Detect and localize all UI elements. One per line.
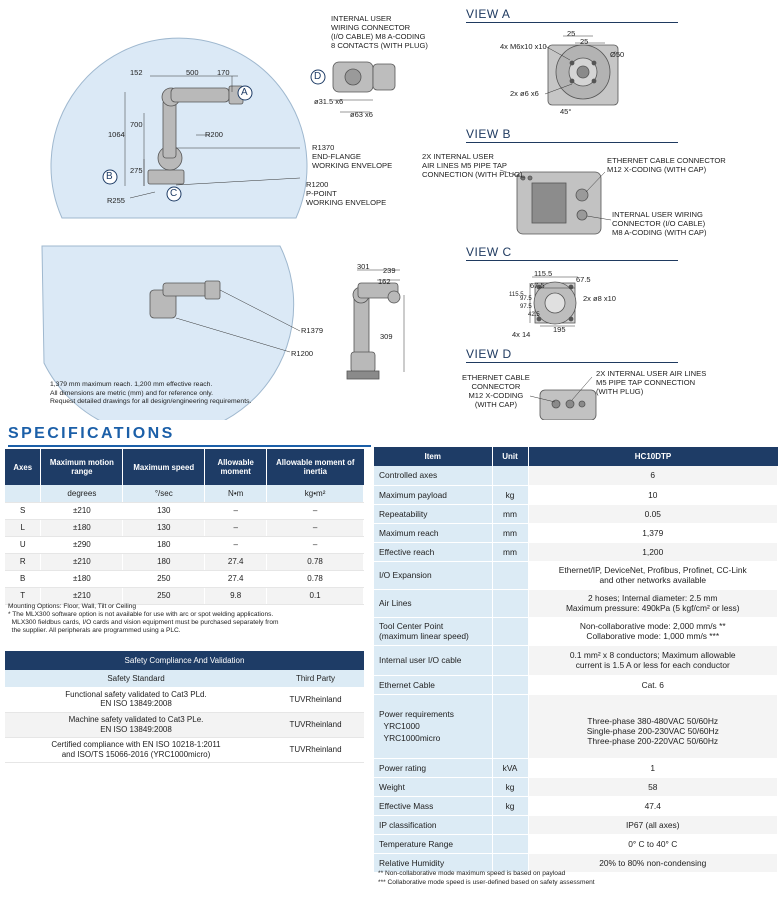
view-a-drawing: [548, 45, 618, 105]
dim-700: 700: [130, 120, 143, 129]
safety-caption: Safety Compliance And Validation: [5, 651, 364, 670]
table-row: [374, 645, 778, 675]
axes-col-axes: Axes: [5, 449, 41, 485]
safety-table: [5, 651, 364, 763]
dim-170: 170: [217, 68, 230, 77]
table-row: [374, 589, 778, 617]
table-row: [374, 561, 778, 589]
item-unit: kg: [492, 485, 528, 504]
item-unit: [492, 645, 528, 675]
dim-975b: 97.5: [520, 304, 532, 310]
item-unit: kVA: [492, 758, 528, 777]
table-row: [5, 502, 364, 519]
cell: TUVRheinland: [267, 687, 364, 712]
table-row: [374, 504, 778, 523]
axes-table: [5, 449, 364, 605]
cell: T: [5, 587, 41, 604]
item-unit: [492, 617, 528, 645]
cell: 27.4: [205, 570, 267, 587]
axes-col-inertia: Allowable moment of inertia: [267, 449, 364, 485]
axes-header-row: [5, 449, 364, 485]
cell: 9.8: [205, 587, 267, 604]
dim-25a: 25: [567, 29, 576, 38]
table-row: [374, 675, 778, 694]
dim-975: 97.5: [520, 296, 532, 302]
view-d-title: VIEW D: [466, 347, 512, 361]
dim-8: 2x ø8 x10: [583, 294, 616, 303]
item-unit: [492, 815, 528, 834]
cell: ±210: [41, 587, 123, 604]
drawing-note: 1,379 mm maximum reach. 1,200 mm effective reach. All dimensions are metric (mm) and for reference only. Request detailed drawings for all design/engineering requirements.: [50, 381, 252, 405]
dim-675b: 67.5: [530, 281, 545, 290]
item-value: IP67 (all axes): [528, 815, 778, 834]
axes-col-motion: Maximum motion range: [41, 449, 123, 485]
callout-ethernet-b: ETHERNET CABLE CONNECTOR M12 X-CODING (WITH CAP): [607, 156, 726, 174]
table-row: [374, 485, 778, 504]
item-value: 1: [528, 758, 778, 777]
item-label: Weight: [374, 777, 492, 796]
table-row: [374, 617, 778, 645]
technical-drawings: [0, 0, 783, 420]
cell: ±290: [41, 536, 123, 553]
item-value: 47.4: [528, 796, 778, 815]
table-row: [374, 694, 778, 758]
specifications-title: SPECIFICATIONS: [8, 425, 175, 442]
cell: TUVRheinland: [267, 737, 364, 762]
item-label: Tool Center Point (maximum linear speed): [374, 617, 492, 645]
cell: Certified compliance with EN ISO 10218-1:2011 and ISO/TS 15066-2016 (YRC1000micro): [5, 737, 267, 762]
cell: 250: [123, 587, 205, 604]
callout-internal-wiring: INTERNAL USER WIRING CONNECTOR (I/O CABLE) M8 A-CODING 8 CONTACTS (WITH PLUG): [331, 14, 428, 50]
item-value: Ethernet/IP, DeviceNet, Profibus, Profinet, CC-Link and other networks available: [528, 561, 778, 589]
item-value: 20% to 80% non-condensing: [528, 853, 778, 872]
item-value: 0° C to 40° C: [528, 834, 778, 853]
view-c-title: VIEW C: [466, 245, 512, 259]
table-row: [374, 466, 778, 485]
item-label: Maximum payload: [374, 485, 492, 504]
view-c-rule: [466, 260, 678, 261]
cell: –: [267, 519, 364, 536]
item-unit: [492, 466, 528, 485]
cell: 180: [123, 553, 205, 570]
dim-45: 45°: [560, 107, 572, 116]
table-row: [374, 834, 778, 853]
item-unit: [492, 561, 528, 589]
dim-1155v: 115.5: [509, 292, 524, 298]
dim-m6: 4x M6x10 x10: [500, 42, 547, 51]
item-col-unit: Unit: [492, 447, 528, 466]
cell: 27.4: [205, 553, 267, 570]
table-row: [374, 777, 778, 796]
unit-cell: [5, 485, 41, 502]
unit-cell: N•m: [205, 485, 267, 502]
dim-6: 2x ø6 x6: [510, 89, 539, 98]
callout-ethernet-d: ETHERNET CABLE CONNECTOR M12 X-CODING (WITH CAP): [462, 373, 530, 409]
view-a-title: VIEW A: [466, 7, 511, 21]
table-row: [5, 687, 364, 712]
axes-units-row: [5, 485, 364, 502]
cell: Machine safety validated to Cat3 PLe. EN ISO 13849:2008: [5, 712, 267, 737]
cell: 0.1: [267, 587, 364, 604]
dim-425: 42.5: [528, 312, 540, 318]
callout-air-lines-b: 2X INTERNAL USER AIR LINES M5 PIPE TAP CONNECTION (WITH PLUG): [422, 152, 523, 179]
cell: –: [267, 536, 364, 553]
marker-a: A: [241, 87, 248, 98]
item-unit: [492, 694, 528, 758]
dim-195: 195: [553, 325, 566, 334]
cell: 130: [123, 519, 205, 536]
dim-63: ø63 x6: [350, 110, 373, 119]
dim-1064: 1064: [108, 130, 125, 139]
item-col-model: HC10DTP: [528, 447, 778, 466]
table-row: [374, 523, 778, 542]
table-row: [5, 587, 364, 604]
view-b-title: VIEW B: [466, 127, 512, 141]
item-label: Relative Humidity: [374, 853, 492, 872]
unit-cell: degrees: [41, 485, 123, 502]
cell: –: [205, 536, 267, 553]
view-d-drawing: [540, 390, 596, 420]
table-row: [5, 553, 364, 570]
cell: –: [267, 502, 364, 519]
item-label: Ethernet Cable: [374, 675, 492, 694]
cell: ±180: [41, 519, 123, 536]
dim-152: 152: [130, 68, 143, 77]
unit-cell: °/sec: [123, 485, 205, 502]
cell: –: [205, 519, 267, 536]
dim-1155: 115.5: [534, 269, 553, 278]
unit-cell: kg•m²: [267, 485, 364, 502]
table-row: [5, 519, 364, 536]
item-value: 0.1 mm² x 8 conductors; Maximum allowable current is 1.5 A or less for each conductor: [528, 645, 778, 675]
cell: S: [5, 502, 41, 519]
cell: ±210: [41, 502, 123, 519]
cell: Functional safety validated to Cat3 PLd. EN ISO 13849:2008: [5, 687, 267, 712]
item-label: Internal user I/O cable: [374, 645, 492, 675]
view-d-rule: [466, 362, 678, 363]
cell: ±180: [41, 570, 123, 587]
cell: –: [205, 502, 267, 519]
table-row: [5, 570, 364, 587]
item-unit: mm: [492, 504, 528, 523]
cell: 250: [123, 570, 205, 587]
specifications-rule: [8, 445, 371, 447]
marker-d: D: [314, 71, 322, 82]
item-label: Effective Mass: [374, 796, 492, 815]
item-value: Three-phase 380-480VAC 50/60Hz Single-phase 200-230VAC 50/60Hz Three-phase 200-220VAC 50/60Hz: [528, 694, 778, 758]
table-row: [374, 758, 778, 777]
item-unit: mm: [492, 542, 528, 561]
dim-239: 239: [383, 266, 396, 275]
footnotes: ** Non-collaborative mode maximum speed is based on payload *** Collaborative mode speed is user-defined based on safety assessment: [378, 870, 595, 886]
view-b-drawing: [517, 172, 601, 234]
item-value: 10: [528, 485, 778, 504]
item-value: Cat. 6: [528, 675, 778, 694]
callout-wiring-b: INTERNAL USER WIRING CONNECTOR (I/O CABLE) M8 A-CODING (WITH CAP): [612, 210, 707, 237]
view-b-rule: [466, 142, 678, 143]
cell: 130: [123, 502, 205, 519]
item-label: Repeatability: [374, 504, 492, 523]
item-unit: mm: [492, 523, 528, 542]
dim-500: 500: [186, 68, 199, 77]
dim-r1379: R1379: [301, 326, 324, 335]
dim-r1200: R1200: [291, 349, 314, 358]
dim-r200: R200: [205, 130, 223, 139]
cell: 0.78: [267, 570, 364, 587]
axes-col-moment: Allowable moment: [205, 449, 267, 485]
item-unit: [492, 675, 528, 694]
item-label: Maximum reach: [374, 523, 492, 542]
cell: 180: [123, 536, 205, 553]
table-row: [5, 737, 364, 762]
item-value: 1,379: [528, 523, 778, 542]
item-label: I/O Expansion: [374, 561, 492, 589]
dim-301: 301: [357, 262, 370, 271]
item-value: 6: [528, 466, 778, 485]
item-label: IP classification: [374, 815, 492, 834]
table-row: [5, 536, 364, 553]
item-value: 0.05: [528, 504, 778, 523]
table-row: [5, 712, 364, 737]
cell: R: [5, 553, 41, 570]
table-row: [374, 542, 778, 561]
callout-air-lines-d: 2X INTERNAL USER AIR LINES M5 PIPE TAP CONNECTION (WITH PLUG): [596, 369, 707, 396]
item-label: Air Lines: [374, 589, 492, 617]
dim-r255: R255: [107, 196, 125, 205]
item-unit: [492, 834, 528, 853]
item-value: 58: [528, 777, 778, 796]
dim-162: 162: [378, 277, 391, 286]
item-value: 2 hoses; Internal diameter: 2.5 mm Maximum pressure: 490kPa (5 kgf/cm² or less): [528, 589, 778, 617]
robot-front-view: [347, 283, 400, 379]
dim-275: 275: [130, 166, 143, 175]
dim-14: 4x 14: [512, 330, 531, 339]
item-unit: kg: [492, 777, 528, 796]
item-spec-table: [374, 447, 778, 873]
cell: ±210: [41, 553, 123, 570]
item-value: Non-collaborative mode: 2,000 mm/s ** Collaborative mode: 1,000 mm/s ***: [528, 617, 778, 645]
cell: U: [5, 536, 41, 553]
item-label: Temperature Range: [374, 834, 492, 853]
view-a-rule: [466, 22, 678, 23]
dim-25b: 25: [580, 37, 589, 46]
cell: L: [5, 519, 41, 536]
cell: 0.78: [267, 553, 364, 570]
item-unit: [492, 589, 528, 617]
item-value: 1,200: [528, 542, 778, 561]
table-row: [374, 796, 778, 815]
item-unit: kg: [492, 796, 528, 815]
cell: B: [5, 570, 41, 587]
marker-b: B: [106, 171, 113, 182]
safety-col-third-party: Third Party: [267, 670, 364, 687]
marker-c: C: [170, 188, 178, 199]
item-col-item: Item: [374, 447, 492, 466]
dim-309: 309: [380, 332, 393, 341]
item-label: Power requirements YRC1000 YRC1000micro: [374, 694, 492, 758]
cell: TUVRheinland: [267, 712, 364, 737]
dim-50: Ø50: [610, 50, 625, 59]
dim-675: 67.5: [576, 275, 591, 284]
item-label: Controlled axes: [374, 466, 492, 485]
table-row: [374, 815, 778, 834]
dim-315: ø31.5 x6: [314, 97, 344, 106]
item-label: Effective reach: [374, 542, 492, 561]
safety-col-standard: Safety Standard: [5, 670, 267, 687]
axes-col-speed: Maximum speed: [123, 449, 205, 485]
item-label: Power rating: [374, 758, 492, 777]
callout-end-flange: R1370 END-FLANGE WORKING ENVELOPE: [312, 143, 393, 170]
mounting-notes: Mounting Options: Floor, Wall, Tilt or Ceiling * The MLX300 software option is not available for use with arc or spot welding applications. MLX300 fieldbus cards, I/O cards and vision equipment must be purchased separately from the supplier. All peripherals are programmed using a PLC.: [8, 603, 279, 634]
callout-p-point: R1200 P-POINT WORKING ENVELOPE: [306, 180, 387, 207]
